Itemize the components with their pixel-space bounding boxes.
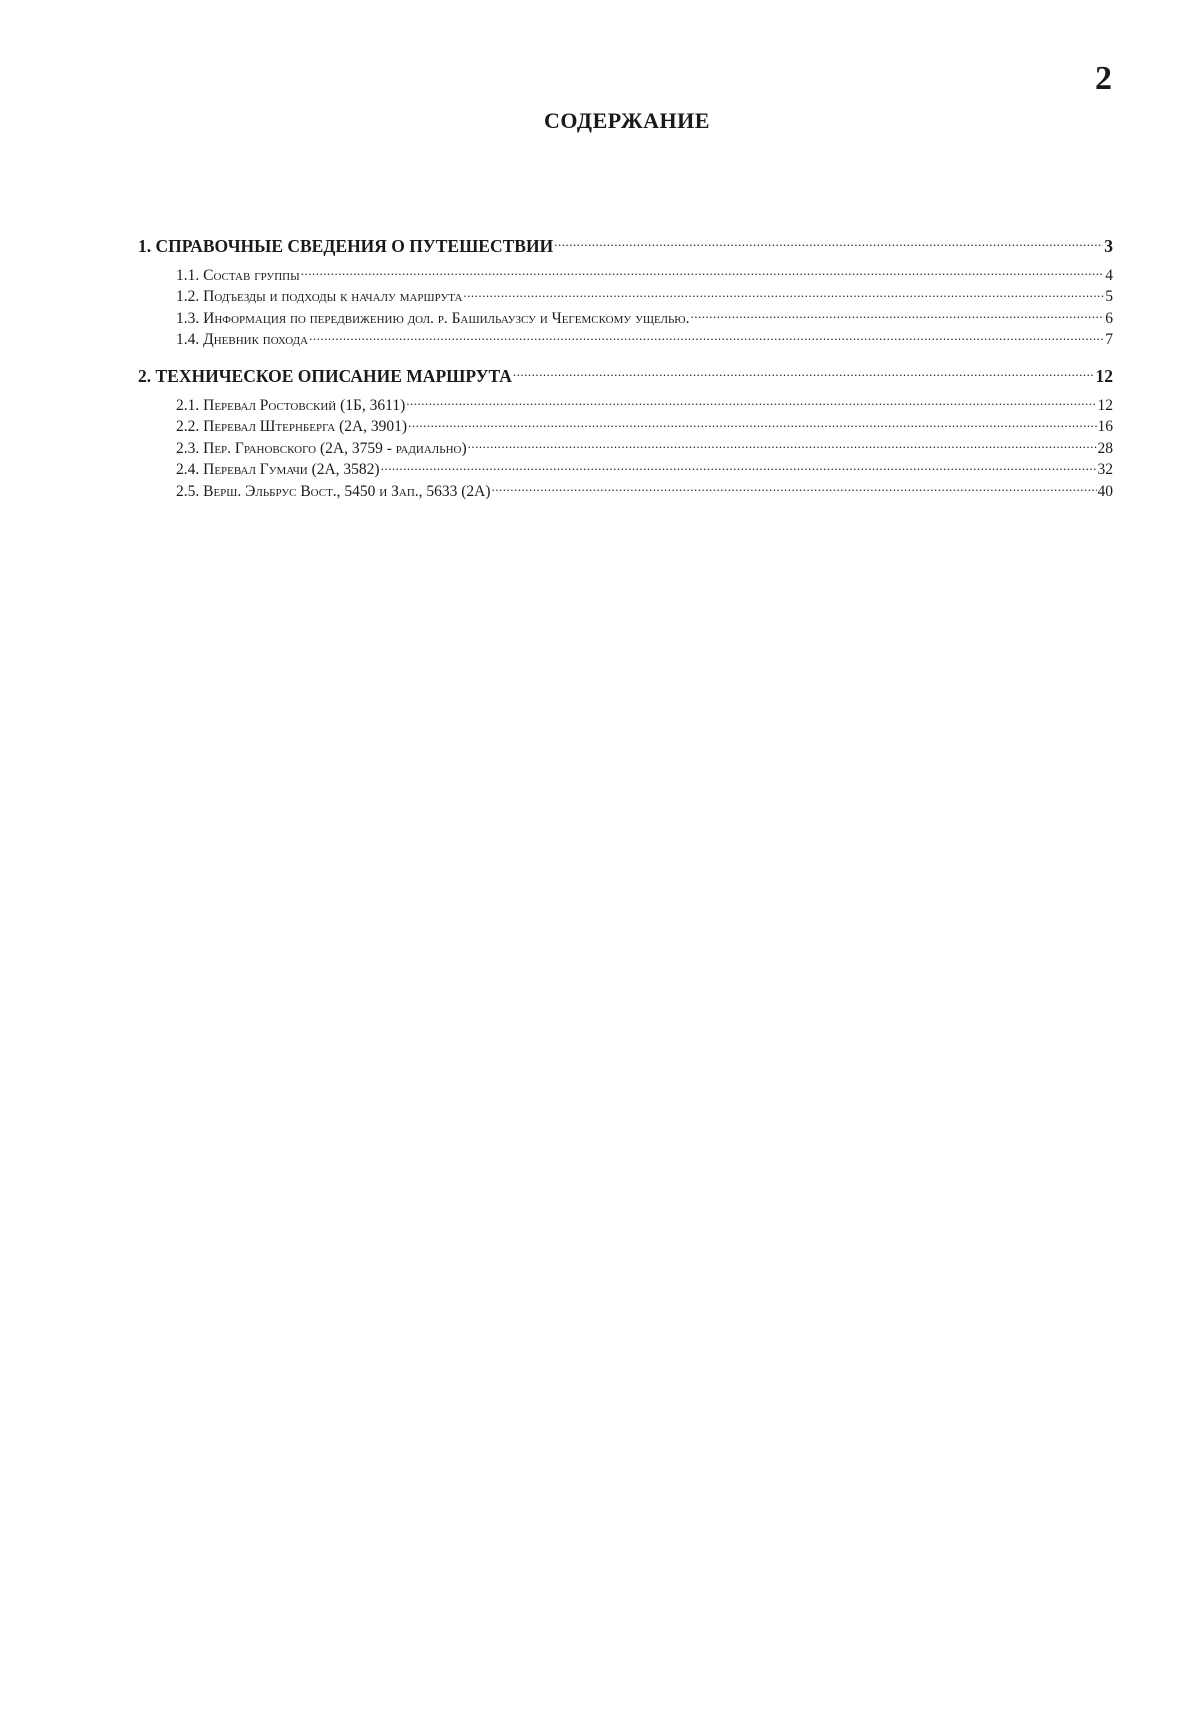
toc-leader-dots (492, 480, 1097, 496)
toc-item-1-3[interactable] (138, 307, 1113, 329)
toc-leader-dots (301, 264, 1105, 280)
toc-section-label: 2. ТЕХНИЧЕСКОЕ ОПИСАНИЕ МАРШРУТА (138, 366, 512, 386)
toc-item-2-1[interactable] (138, 394, 1113, 416)
toc-leader-dots (406, 394, 1096, 410)
toc-leader-dots (381, 459, 1097, 475)
toc-section-1[interactable] (138, 234, 1113, 258)
toc-item-label: 1.2. Подъезды и подходы к началу маршрута (176, 288, 463, 305)
toc-item-2-5[interactable] (138, 480, 1113, 502)
toc-item-label: 1.3. Информация по передвижению дол. р. Башильаузсу и Чегемскому ущелью. (176, 309, 690, 327)
toc-item-label: 2.1. Перевал Ростовский (1Б, 3611) (176, 396, 406, 414)
toc-item-label: 1.4. Дневник похода (176, 331, 309, 348)
toc-page-ref: 5 (1105, 288, 1113, 305)
toc-page-ref: 6 (1105, 309, 1113, 327)
toc-item-1-4[interactable] (138, 329, 1113, 351)
toc-item-label: 1.1. Состав группы (176, 266, 300, 284)
toc-leader-dots (691, 307, 1105, 323)
toc-page-ref: 7 (1105, 331, 1113, 348)
toc-leader-dots (309, 329, 1104, 345)
toc-leader-dots (554, 235, 1103, 253)
toc-item-2-4[interactable] (138, 459, 1113, 481)
toc-page-ref: 16 (1097, 418, 1113, 435)
toc-item-label: 2.5. Верш. Эльбрус Вост., 5450 и Зап., 5633 (2А) (176, 482, 491, 500)
toc-leader-dots (408, 416, 1096, 432)
toc-item-1-2[interactable] (138, 286, 1113, 308)
toc-section-2[interactable] (138, 364, 1113, 388)
toc-leader-dots (513, 365, 1095, 383)
toc-page-ref: 40 (1097, 482, 1113, 500)
toc-section-label: 1. СПРАВОЧНЫЕ СВЕДЕНИЯ О ПУТЕШЕСТВИИ (138, 236, 554, 256)
toc-page-ref: 3 (1104, 236, 1113, 256)
toc-item-2-3[interactable] (138, 437, 1113, 459)
toc-page-ref: 12 (1095, 366, 1113, 386)
toc-page-ref: 32 (1097, 461, 1113, 478)
toc-page-ref: 28 (1097, 439, 1113, 457)
toc-leader-dots (463, 286, 1104, 302)
toc-item-label: 2.3. Пер. Грановского (2А, 3759 - радиально) (176, 439, 467, 457)
toc-page-ref: 12 (1097, 396, 1113, 414)
toc-page-ref: 4 (1105, 266, 1113, 284)
toc-item-label: 2.4. Перевал Гумачи (2А, 3582) (176, 461, 380, 478)
toc-title: СОДЕРЖАНИЕ (544, 108, 710, 133)
toc-item-2-2[interactable] (138, 416, 1113, 438)
page-number: 2 (1095, 60, 1112, 97)
table-of-contents (138, 234, 1113, 502)
toc-item-label: 2.2. Перевал Штернберга (2А, 3901) (176, 418, 408, 435)
toc-item-1-1[interactable] (138, 264, 1113, 286)
toc-leader-dots (468, 437, 1097, 453)
